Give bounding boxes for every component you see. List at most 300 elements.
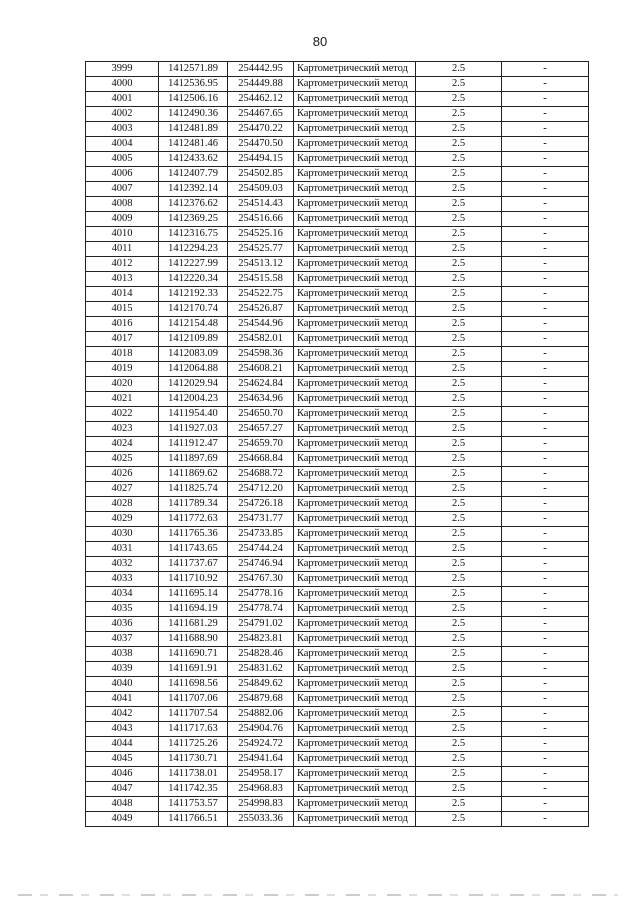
table-row (86, 452, 589, 467)
y-coordinate-cell: 254731.77 (228, 512, 294, 527)
x-coordinate-cell: 1412192.33 (159, 287, 228, 302)
x-coordinate-cell: 1411690.71 (159, 647, 228, 662)
point-number-cell: 4011 (86, 242, 159, 257)
table-row (86, 257, 589, 272)
point-number-cell: 4040 (86, 677, 159, 692)
y-coordinate-cell: 254522.75 (228, 287, 294, 302)
note-cell: - (502, 527, 589, 542)
accuracy-cell: 2.5 (416, 737, 502, 752)
note-cell: - (502, 287, 589, 302)
x-coordinate-cell: 1411698.56 (159, 677, 228, 692)
x-coordinate-cell: 1412571.89 (159, 62, 228, 77)
accuracy-cell: 2.5 (416, 752, 502, 767)
accuracy-cell: 2.5 (416, 692, 502, 707)
point-number-cell: 4035 (86, 602, 159, 617)
note-cell: - (502, 362, 589, 377)
method-cell: Картометрический метод (294, 452, 416, 467)
note-cell: - (502, 437, 589, 452)
table-row (86, 812, 589, 827)
accuracy-cell: 2.5 (416, 197, 502, 212)
note-cell: - (502, 332, 589, 347)
note-cell: - (502, 692, 589, 707)
point-number-cell: 4028 (86, 497, 159, 512)
y-coordinate-cell: 254515.58 (228, 272, 294, 287)
point-number-cell: 4004 (86, 137, 159, 152)
accuracy-cell: 2.5 (416, 767, 502, 782)
method-cell: Картометрический метод (294, 317, 416, 332)
y-coordinate-cell: 254598.36 (228, 347, 294, 362)
method-cell: Картометрический метод (294, 422, 416, 437)
y-coordinate-cell: 255033.36 (228, 812, 294, 827)
y-coordinate-cell: 254828.46 (228, 647, 294, 662)
accuracy-cell: 2.5 (416, 797, 502, 812)
x-coordinate-cell: 1412536.95 (159, 77, 228, 92)
x-coordinate-cell: 1412064.88 (159, 362, 228, 377)
point-number-cell: 4024 (86, 437, 159, 452)
x-coordinate-cell: 1412109.89 (159, 332, 228, 347)
table-row (86, 557, 589, 572)
accuracy-cell: 2.5 (416, 647, 502, 662)
x-coordinate-cell: 1411695.14 (159, 587, 228, 602)
accuracy-cell: 2.5 (416, 227, 502, 242)
x-coordinate-cell: 1411825.74 (159, 482, 228, 497)
note-cell: - (502, 212, 589, 227)
x-coordinate-cell: 1412227.99 (159, 257, 228, 272)
y-coordinate-cell: 254712.20 (228, 482, 294, 497)
note-cell: - (502, 77, 589, 92)
table-row (86, 407, 589, 422)
accuracy-cell: 2.5 (416, 497, 502, 512)
table-row (86, 692, 589, 707)
accuracy-cell: 2.5 (416, 377, 502, 392)
x-coordinate-cell: 1411742.35 (159, 782, 228, 797)
x-coordinate-cell: 1411707.06 (159, 692, 228, 707)
y-coordinate-cell: 254514.43 (228, 197, 294, 212)
x-coordinate-cell: 1411688.90 (159, 632, 228, 647)
accuracy-cell: 2.5 (416, 77, 502, 92)
y-coordinate-cell: 254650.70 (228, 407, 294, 422)
note-cell: - (502, 377, 589, 392)
point-number-cell: 4008 (86, 197, 159, 212)
accuracy-cell: 2.5 (416, 542, 502, 557)
y-coordinate-cell: 254823.81 (228, 632, 294, 647)
table-row (86, 62, 589, 77)
y-coordinate-cell: 254968.83 (228, 782, 294, 797)
note-cell: - (502, 647, 589, 662)
point-number-cell: 4048 (86, 797, 159, 812)
method-cell: Картометрический метод (294, 362, 416, 377)
accuracy-cell: 2.5 (416, 422, 502, 437)
accuracy-cell: 2.5 (416, 92, 502, 107)
note-cell: - (502, 587, 589, 602)
x-coordinate-cell: 1412481.46 (159, 137, 228, 152)
x-coordinate-cell: 1411691.91 (159, 662, 228, 677)
accuracy-cell: 2.5 (416, 62, 502, 77)
point-number-cell: 4042 (86, 707, 159, 722)
coordinates-table-body (86, 62, 589, 827)
accuracy-cell: 2.5 (416, 437, 502, 452)
method-cell: Картометрический метод (294, 272, 416, 287)
y-coordinate-cell: 254449.88 (228, 77, 294, 92)
scan-edge-artifact (18, 894, 618, 896)
point-number-cell: 4037 (86, 632, 159, 647)
x-coordinate-cell: 1411766.51 (159, 812, 228, 827)
accuracy-cell: 2.5 (416, 617, 502, 632)
note-cell: - (502, 242, 589, 257)
table-row (86, 467, 589, 482)
x-coordinate-cell: 1412029.94 (159, 377, 228, 392)
table-row (86, 722, 589, 737)
method-cell: Картометрический метод (294, 602, 416, 617)
method-cell: Картометрический метод (294, 122, 416, 137)
point-number-cell: 4038 (86, 647, 159, 662)
method-cell: Картометрический метод (294, 542, 416, 557)
note-cell: - (502, 617, 589, 632)
x-coordinate-cell: 1411710.92 (159, 572, 228, 587)
point-number-cell: 4016 (86, 317, 159, 332)
method-cell: Картометрический метод (294, 572, 416, 587)
x-coordinate-cell: 1412506.16 (159, 92, 228, 107)
accuracy-cell: 2.5 (416, 182, 502, 197)
point-number-cell: 4010 (86, 227, 159, 242)
y-coordinate-cell: 254657.27 (228, 422, 294, 437)
point-number-cell: 4001 (86, 92, 159, 107)
note-cell: - (502, 722, 589, 737)
note-cell: - (502, 677, 589, 692)
accuracy-cell: 2.5 (416, 632, 502, 647)
y-coordinate-cell: 254516.66 (228, 212, 294, 227)
point-number-cell: 4012 (86, 257, 159, 272)
method-cell: Картометрический метод (294, 782, 416, 797)
method-cell: Картометрический метод (294, 752, 416, 767)
method-cell: Картометрический метод (294, 302, 416, 317)
method-cell: Картометрический метод (294, 332, 416, 347)
x-coordinate-cell: 1411694.19 (159, 602, 228, 617)
x-coordinate-cell: 1412294.23 (159, 242, 228, 257)
y-coordinate-cell: 254544.96 (228, 317, 294, 332)
y-coordinate-cell: 254525.16 (228, 227, 294, 242)
table-row (86, 377, 589, 392)
note-cell: - (502, 467, 589, 482)
method-cell: Картометрический метод (294, 62, 416, 77)
table-row (86, 242, 589, 257)
note-cell: - (502, 422, 589, 437)
x-coordinate-cell: 1412376.62 (159, 197, 228, 212)
accuracy-cell: 2.5 (416, 152, 502, 167)
table-row (86, 677, 589, 692)
note-cell: - (502, 737, 589, 752)
x-coordinate-cell: 1412004.23 (159, 392, 228, 407)
method-cell: Картометрический метод (294, 377, 416, 392)
note-cell: - (502, 107, 589, 122)
point-number-cell: 4006 (86, 167, 159, 182)
point-number-cell: 4013 (86, 272, 159, 287)
method-cell: Картометрический метод (294, 662, 416, 677)
method-cell: Картометрический метод (294, 92, 416, 107)
y-coordinate-cell: 254849.62 (228, 677, 294, 692)
x-coordinate-cell: 1412490.36 (159, 107, 228, 122)
point-number-cell: 4047 (86, 782, 159, 797)
point-number-cell: 4021 (86, 392, 159, 407)
accuracy-cell: 2.5 (416, 242, 502, 257)
table-row (86, 587, 589, 602)
y-coordinate-cell: 254744.24 (228, 542, 294, 557)
x-coordinate-cell: 1411753.57 (159, 797, 228, 812)
y-coordinate-cell: 254442.95 (228, 62, 294, 77)
method-cell: Картометрический метод (294, 527, 416, 542)
x-coordinate-cell: 1412433.62 (159, 152, 228, 167)
point-number-cell: 4000 (86, 77, 159, 92)
table-row (86, 662, 589, 677)
table-row (86, 137, 589, 152)
y-coordinate-cell: 254502.85 (228, 167, 294, 182)
note-cell: - (502, 272, 589, 287)
x-coordinate-cell: 1412316.75 (159, 227, 228, 242)
method-cell: Картометрический метод (294, 557, 416, 572)
y-coordinate-cell: 254778.74 (228, 602, 294, 617)
point-number-cell: 4033 (86, 572, 159, 587)
accuracy-cell: 2.5 (416, 332, 502, 347)
point-number-cell: 4023 (86, 422, 159, 437)
x-coordinate-cell: 1412407.79 (159, 167, 228, 182)
y-coordinate-cell: 254509.03 (228, 182, 294, 197)
accuracy-cell: 2.5 (416, 167, 502, 182)
y-coordinate-cell: 254582.01 (228, 332, 294, 347)
y-coordinate-cell: 254791.02 (228, 617, 294, 632)
accuracy-cell: 2.5 (416, 722, 502, 737)
note-cell: - (502, 62, 589, 77)
accuracy-cell: 2.5 (416, 302, 502, 317)
method-cell: Картометрический метод (294, 257, 416, 272)
x-coordinate-cell: 1411897.69 (159, 452, 228, 467)
accuracy-cell: 2.5 (416, 272, 502, 287)
y-coordinate-cell: 254882.06 (228, 707, 294, 722)
method-cell: Картометрический метод (294, 167, 416, 182)
table-row (86, 572, 589, 587)
note-cell: - (502, 572, 589, 587)
method-cell: Картометрический метод (294, 197, 416, 212)
y-coordinate-cell: 254467.65 (228, 107, 294, 122)
y-coordinate-cell: 254726.18 (228, 497, 294, 512)
x-coordinate-cell: 1411707.54 (159, 707, 228, 722)
note-cell: - (502, 392, 589, 407)
accuracy-cell: 2.5 (416, 392, 502, 407)
table-row (86, 632, 589, 647)
x-coordinate-cell: 1412481.89 (159, 122, 228, 137)
method-cell: Картометрический метод (294, 182, 416, 197)
x-coordinate-cell: 1411743.65 (159, 542, 228, 557)
point-number-cell: 4014 (86, 287, 159, 302)
note-cell: - (502, 347, 589, 362)
accuracy-cell: 2.5 (416, 482, 502, 497)
method-cell: Картометрический метод (294, 467, 416, 482)
point-number-cell: 3999 (86, 62, 159, 77)
note-cell: - (502, 197, 589, 212)
method-cell: Картометрический метод (294, 482, 416, 497)
point-number-cell: 4046 (86, 767, 159, 782)
coordinates-table (85, 61, 589, 827)
note-cell: - (502, 632, 589, 647)
note-cell: - (502, 797, 589, 812)
accuracy-cell: 2.5 (416, 317, 502, 332)
accuracy-cell: 2.5 (416, 407, 502, 422)
method-cell: Картометрический метод (294, 227, 416, 242)
point-number-cell: 4036 (86, 617, 159, 632)
table-row (86, 737, 589, 752)
method-cell: Картометрический метод (294, 137, 416, 152)
table-row (86, 287, 589, 302)
note-cell: - (502, 812, 589, 827)
point-number-cell: 4009 (86, 212, 159, 227)
x-coordinate-cell: 1411765.36 (159, 527, 228, 542)
method-cell: Картометрический метод (294, 407, 416, 422)
point-number-cell: 4005 (86, 152, 159, 167)
x-coordinate-cell: 1411912.47 (159, 437, 228, 452)
method-cell: Картометрический метод (294, 107, 416, 122)
point-number-cell: 4025 (86, 452, 159, 467)
accuracy-cell: 2.5 (416, 287, 502, 302)
point-number-cell: 4027 (86, 482, 159, 497)
note-cell: - (502, 542, 589, 557)
accuracy-cell: 2.5 (416, 707, 502, 722)
accuracy-cell: 2.5 (416, 452, 502, 467)
y-coordinate-cell: 254624.84 (228, 377, 294, 392)
y-coordinate-cell: 254513.12 (228, 257, 294, 272)
y-coordinate-cell: 254494.15 (228, 152, 294, 167)
method-cell: Картометрический метод (294, 692, 416, 707)
y-coordinate-cell: 254831.62 (228, 662, 294, 677)
method-cell: Картометрический метод (294, 617, 416, 632)
note-cell: - (502, 482, 589, 497)
accuracy-cell: 2.5 (416, 587, 502, 602)
point-number-cell: 4022 (86, 407, 159, 422)
method-cell: Картометрический метод (294, 512, 416, 527)
table-row (86, 197, 589, 212)
point-number-cell: 4017 (86, 332, 159, 347)
y-coordinate-cell: 254688.72 (228, 467, 294, 482)
table-row (86, 122, 589, 137)
table-row (86, 782, 589, 797)
method-cell: Картометрический метод (294, 797, 416, 812)
x-coordinate-cell: 1411681.29 (159, 617, 228, 632)
y-coordinate-cell: 254659.70 (228, 437, 294, 452)
note-cell: - (502, 752, 589, 767)
point-number-cell: 4031 (86, 542, 159, 557)
x-coordinate-cell: 1411737.67 (159, 557, 228, 572)
accuracy-cell: 2.5 (416, 347, 502, 362)
y-coordinate-cell: 254924.72 (228, 737, 294, 752)
note-cell: - (502, 167, 589, 182)
point-number-cell: 4043 (86, 722, 159, 737)
accuracy-cell: 2.5 (416, 662, 502, 677)
table-row (86, 317, 589, 332)
note-cell: - (502, 182, 589, 197)
method-cell: Картометрический метод (294, 722, 416, 737)
y-coordinate-cell: 254668.84 (228, 452, 294, 467)
table-row (86, 212, 589, 227)
x-coordinate-cell: 1412170.74 (159, 302, 228, 317)
table-row (86, 497, 589, 512)
method-cell: Картометрический метод (294, 737, 416, 752)
method-cell: Картометрический метод (294, 152, 416, 167)
table-row (86, 347, 589, 362)
y-coordinate-cell: 254767.30 (228, 572, 294, 587)
x-coordinate-cell: 1411725.26 (159, 737, 228, 752)
point-number-cell: 4002 (86, 107, 159, 122)
x-coordinate-cell: 1411927.03 (159, 422, 228, 437)
x-coordinate-cell: 1412154.48 (159, 317, 228, 332)
table-row (86, 617, 589, 632)
page-number: 80 (312, 34, 328, 49)
method-cell: Картометрический метод (294, 347, 416, 362)
method-cell: Картометрический метод (294, 587, 416, 602)
table-row (86, 182, 589, 197)
note-cell: - (502, 557, 589, 572)
note-cell: - (502, 122, 589, 137)
note-cell: - (502, 782, 589, 797)
table-row (86, 437, 589, 452)
point-number-cell: 4049 (86, 812, 159, 827)
table-row (86, 107, 589, 122)
accuracy-cell: 2.5 (416, 602, 502, 617)
table-row (86, 272, 589, 287)
y-coordinate-cell: 254470.50 (228, 137, 294, 152)
y-coordinate-cell: 254879.68 (228, 692, 294, 707)
table-row (86, 302, 589, 317)
x-coordinate-cell: 1411717.63 (159, 722, 228, 737)
method-cell: Картометрический метод (294, 77, 416, 92)
method-cell: Картометрический метод (294, 392, 416, 407)
table-row (86, 422, 589, 437)
y-coordinate-cell: 254904.76 (228, 722, 294, 737)
note-cell: - (502, 767, 589, 782)
y-coordinate-cell: 254634.96 (228, 392, 294, 407)
method-cell: Картометрический метод (294, 767, 416, 782)
method-cell: Картометрический метод (294, 632, 416, 647)
accuracy-cell: 2.5 (416, 527, 502, 542)
accuracy-cell: 2.5 (416, 557, 502, 572)
method-cell: Картометрический метод (294, 437, 416, 452)
point-number-cell: 4029 (86, 512, 159, 527)
point-number-cell: 4032 (86, 557, 159, 572)
accuracy-cell: 2.5 (416, 257, 502, 272)
point-number-cell: 4015 (86, 302, 159, 317)
y-coordinate-cell: 254462.12 (228, 92, 294, 107)
table-row (86, 542, 589, 557)
table-row (86, 227, 589, 242)
accuracy-cell: 2.5 (416, 572, 502, 587)
point-number-cell: 4039 (86, 662, 159, 677)
x-coordinate-cell: 1411772.63 (159, 512, 228, 527)
table-row (86, 482, 589, 497)
accuracy-cell: 2.5 (416, 677, 502, 692)
note-cell: - (502, 257, 589, 272)
method-cell: Картометрический метод (294, 287, 416, 302)
y-coordinate-cell: 254998.83 (228, 797, 294, 812)
method-cell: Картометрический метод (294, 242, 416, 257)
table-row (86, 707, 589, 722)
accuracy-cell: 2.5 (416, 782, 502, 797)
table-row (86, 752, 589, 767)
note-cell: - (502, 137, 589, 152)
x-coordinate-cell: 1412220.34 (159, 272, 228, 287)
accuracy-cell: 2.5 (416, 512, 502, 527)
note-cell: - (502, 152, 589, 167)
x-coordinate-cell: 1411738.01 (159, 767, 228, 782)
table-row (86, 167, 589, 182)
table-row (86, 362, 589, 377)
table-row (86, 527, 589, 542)
